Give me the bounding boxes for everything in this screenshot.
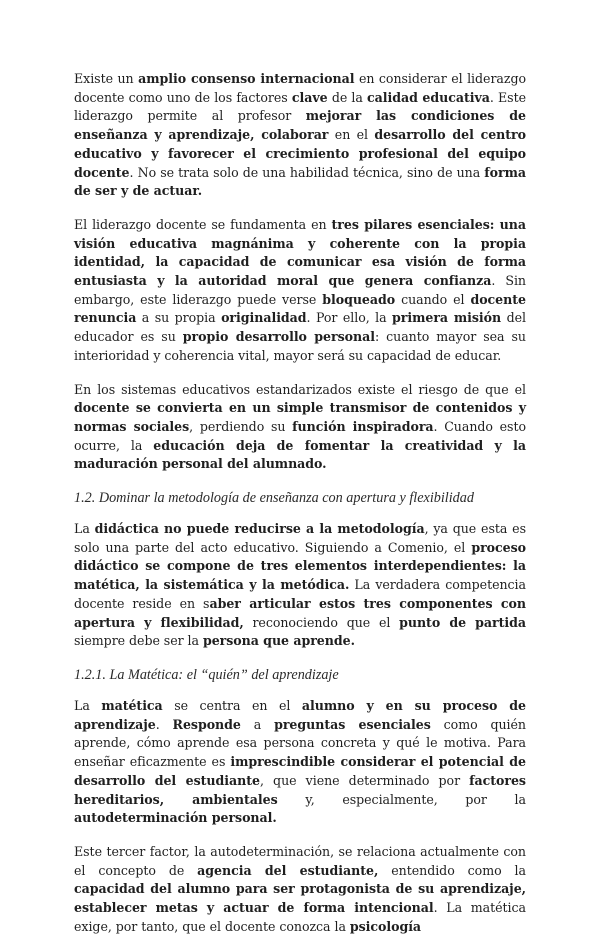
text-run: La verdadera competencia docente reside en s bbox=[74, 577, 526, 611]
text-run: reconociendo que el bbox=[243, 614, 400, 630]
bold-text: calidad educativa bbox=[367, 89, 490, 105]
text-run: . Este liderazgo permite al profesor bbox=[74, 89, 526, 124]
bold-text: bloqueado bbox=[322, 291, 396, 307]
bold-text: persona que aprende. bbox=[202, 633, 355, 649]
bold-text: propio desarrollo personal bbox=[182, 329, 375, 345]
paragraph-1 bbox=[74, 70, 526, 201]
bold-text: clave bbox=[291, 89, 328, 105]
section-heading: 1.2. Dominar la metodología de enseñanza con apertura y flexibilidad bbox=[74, 490, 474, 507]
paragraph-3 bbox=[74, 381, 526, 475]
text-run: El liderazgo docente se fundamenta en bbox=[74, 216, 332, 232]
paragraph-4 bbox=[74, 520, 526, 651]
text-run: a bbox=[240, 716, 275, 732]
text-run: , ya que esta es solo una parte del acto educativo. Siguiendo a Comenio, el bbox=[74, 521, 526, 555]
text-run: , que viene determinado por bbox=[259, 772, 470, 788]
text-run: . Sin embargo, este liderazgo puede verse bbox=[74, 273, 526, 307]
bold-text: preguntas esenciales bbox=[274, 716, 431, 732]
bold-text: forma de ser y de actuar. bbox=[74, 164, 526, 199]
paragraph-5 bbox=[74, 697, 526, 828]
text-run: , perdiendo su bbox=[189, 418, 293, 434]
bold-text: agencia del estudiante, bbox=[197, 862, 379, 878]
bold-text: amplio consenso internacional bbox=[138, 71, 355, 86]
text-run: . Cuando esto ocurre, la bbox=[74, 418, 526, 453]
text-run: y, especialmente, por la bbox=[277, 791, 526, 807]
text-run: . Por ello, la bbox=[306, 310, 393, 326]
text-run: . La matética exige, por tanto, que el docente conozca la bbox=[74, 900, 526, 934]
bold-text: docente se convierta en un simple transmisor de contenidos y normas sociales bbox=[74, 400, 526, 434]
bold-text: matética bbox=[101, 697, 163, 713]
text-run: : cuanto mayor sea su interioridad y coherencia vital, mayor será su capacidad de educar. bbox=[74, 329, 526, 363]
text-run: La bbox=[74, 521, 95, 537]
bold-text: originalidad bbox=[221, 310, 307, 326]
bold-text: mejorar las condiciones de enseñanza y aprendizaje, colaborar bbox=[74, 108, 526, 143]
subsection-heading: 1.2.1. La Matética: el “quién” del aprendizaje bbox=[74, 666, 339, 683]
text-run: entendido como la bbox=[378, 862, 526, 878]
bold-text: Responde bbox=[172, 716, 241, 732]
paragraph-6 bbox=[74, 843, 526, 937]
document-page bbox=[74, 70, 526, 951]
bold-text: proceso didáctico se compone de tres elementos interdependientes: la matética, la sistemática y la metódica. bbox=[74, 539, 526, 593]
text-run: . bbox=[155, 716, 173, 732]
bold-text: educación deja de fomentar la creatividad y la maduración personal del alumnado. bbox=[74, 437, 526, 472]
bold-text: tres pilares esenciales: una visión educativa magnánima y coherente con la propia identidad, la capacidad de comunicar esa visión de forma entusiasta y la autoridad moral que genera confianza bbox=[74, 216, 526, 289]
text-run: La bbox=[74, 697, 102, 713]
bold-text: docente renuncia bbox=[74, 291, 526, 326]
text-run: siempre debe ser la bbox=[74, 633, 203, 649]
text-run: cuando el bbox=[395, 291, 471, 307]
text-run: Este tercer factor, la autodeterminación, se relaciona actualmente con el concepto de bbox=[74, 843, 526, 878]
bold-text: didáctica no puede reducirse a la metodología bbox=[94, 521, 425, 537]
bold-text: función inspiradora bbox=[292, 418, 434, 434]
bold-text: psicología bbox=[349, 918, 422, 934]
text-run: de la bbox=[327, 89, 368, 105]
bold-text: factores hereditarios, ambientales bbox=[74, 772, 526, 807]
bold-text: imprescindible considerar el potencial de desarrollo del estudiante bbox=[74, 754, 526, 788]
bold-text: primera misión bbox=[392, 310, 502, 326]
bold-text: desarrollo del centro educativo y favorecer el crecimiento profesional del equipo docente bbox=[74, 127, 526, 180]
text-run: del educador es su bbox=[74, 310, 526, 345]
bold-text: alumno y en su proceso de aprendizaje bbox=[74, 697, 526, 732]
bold-text: aber articular estos tres componentes con apertura y flexibilidad, bbox=[74, 595, 526, 630]
text-run: en el bbox=[328, 127, 375, 143]
text-run: se centra en el bbox=[162, 697, 302, 713]
paragraph-2 bbox=[74, 216, 526, 366]
bold-text: punto de partida bbox=[399, 614, 526, 630]
text-run: . No se trata solo de una habilidad técnica, sino de una bbox=[129, 164, 485, 180]
text-run: Existe un bbox=[74, 71, 139, 86]
bold-text: capacidad del alumno para ser protagonista de su aprendizaje, establecer metas y actuar de forma intencional bbox=[74, 881, 526, 916]
text-run: como quién aprende, cómo aprende esa persona concreta y qué le motiva. Para enseñar eficazmente es bbox=[74, 716, 526, 770]
text-run: a su propia bbox=[136, 310, 222, 326]
text-run: En los sistemas educativos estandarizados existe el riesgo de que el bbox=[74, 381, 526, 397]
bold-text: autodeterminación personal. bbox=[74, 810, 277, 826]
text-run: en considerar el liderazgo docente como uno de los factores bbox=[74, 71, 527, 105]
